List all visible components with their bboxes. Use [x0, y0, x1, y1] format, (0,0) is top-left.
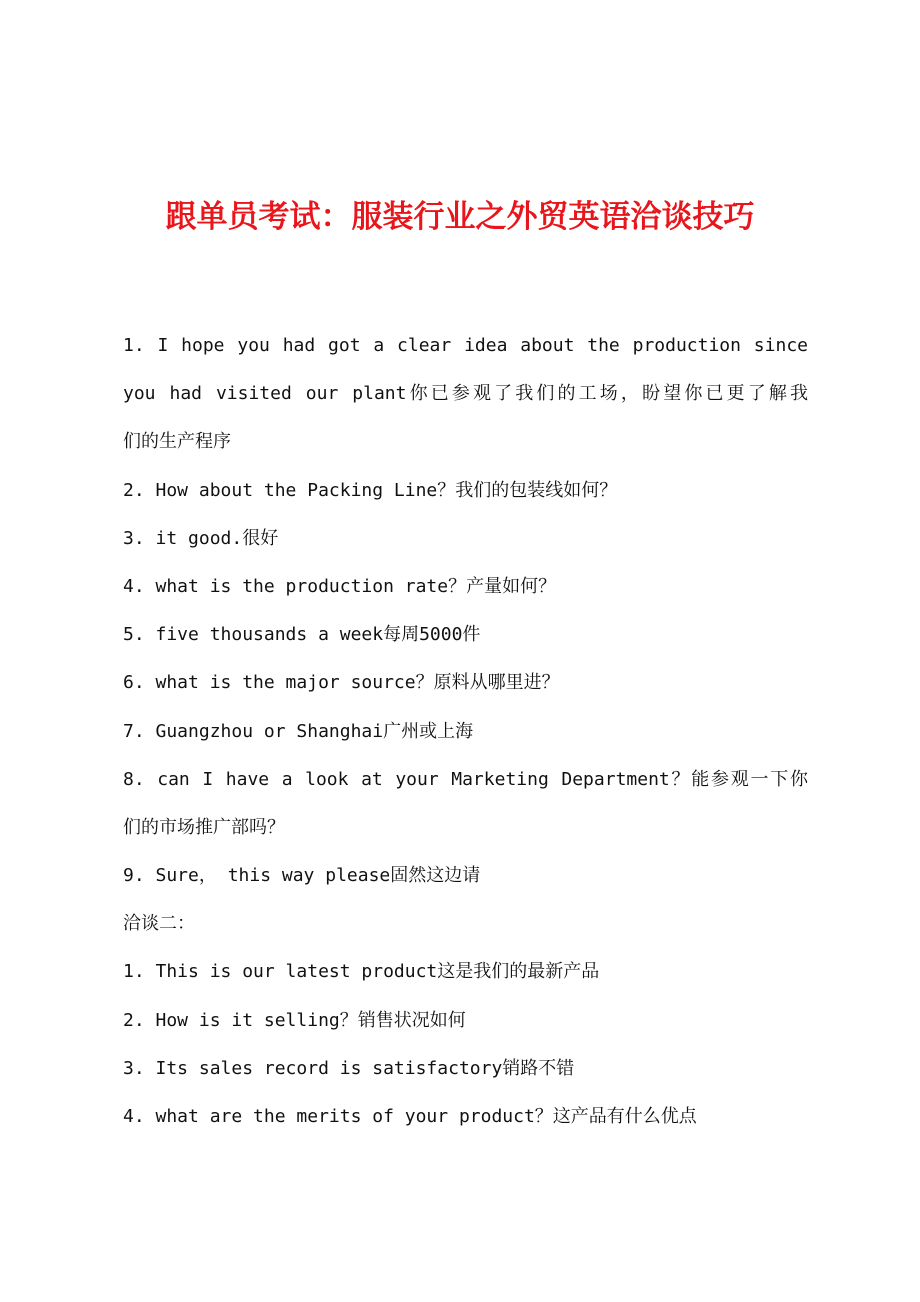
text-line: 们的市场推广部吗？	[123, 816, 285, 838]
text-line: 8. can I have a look at your Marketing Department？能参观一下你	[123, 768, 808, 790]
text-line: 2. How about the Packing Line？我们的包装线如何？	[123, 479, 618, 501]
text-line: 4. what is the production rate？产量如何？	[123, 575, 557, 597]
text-line: 2. How is it selling？销售状况如何	[123, 1009, 466, 1031]
section-heading: 洽谈二：	[123, 913, 195, 935]
text-line: 9. Sure， this way please固然这边请	[123, 865, 481, 887]
text-line: 4. what are the merits of your product？这产品有什么优点	[123, 1106, 697, 1127]
text-line: 3. Its sales record is satisfactory销路不错	[123, 1057, 575, 1079]
text-line: you had visited our plant你已参观了我们的工场，盼望你已更了解我	[123, 383, 808, 405]
text-line: 3. it good.很好	[123, 527, 279, 549]
text-line: 1. This is our latest product这是我们的最新产品	[123, 961, 600, 983]
text-line: 1. I hope you had got a clear idea about the production since	[123, 335, 808, 356]
text-line: 5. five thousands a week每周5000件	[123, 624, 481, 646]
text-line: 们的生产程序	[123, 431, 231, 453]
document-body	[123, 322, 808, 1141]
text-line: 6. what is the major source？原料从哪里进？	[123, 672, 560, 694]
text-line: 7. Guangzhou or Shanghai广州或上海	[123, 720, 474, 742]
document-title: 跟单员考试：服装行业之外贸英语洽谈技巧	[165, 199, 755, 235]
